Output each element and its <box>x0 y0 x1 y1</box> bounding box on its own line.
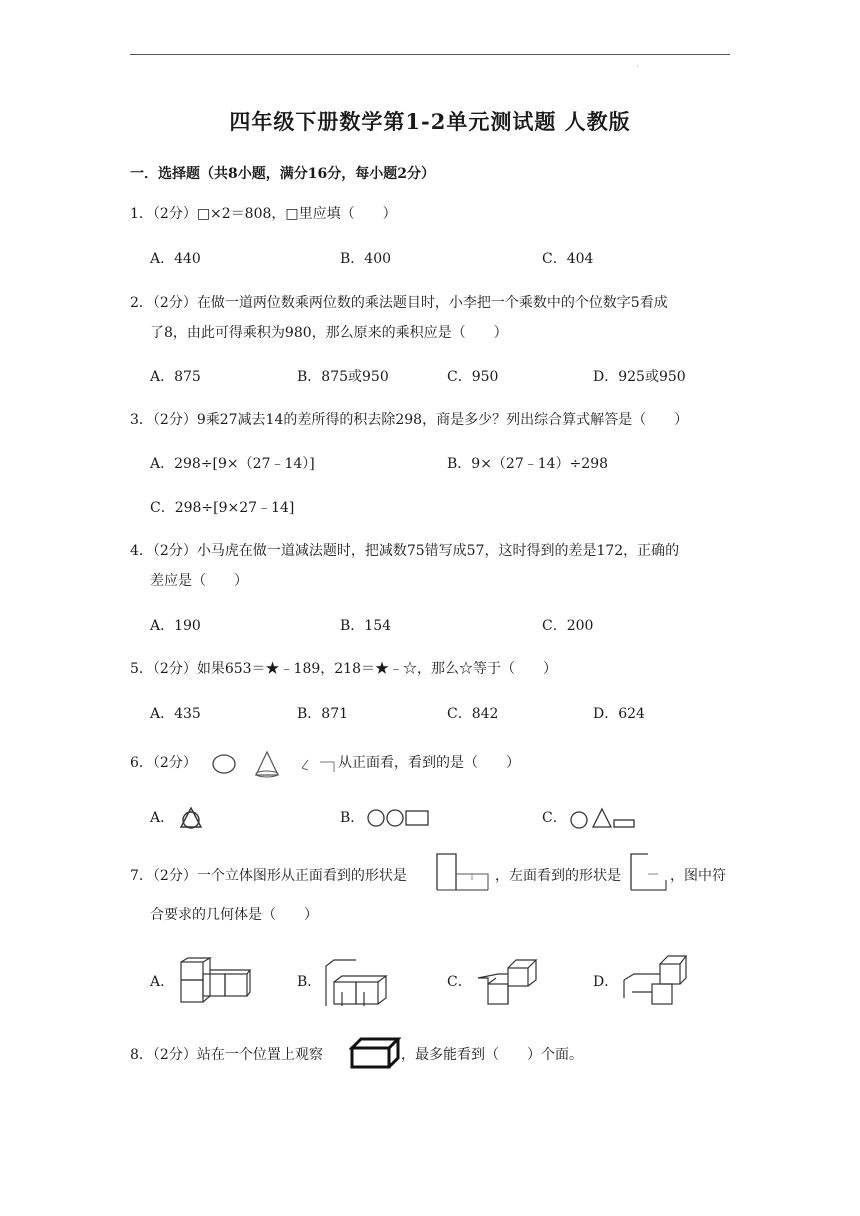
question-7-mid: ，左面看到的形状是 <box>495 868 621 884</box>
question-7-option-d-figure <box>620 952 690 1008</box>
question-4-option-b: B．154 <box>340 618 392 634</box>
question-2-text-line2: 了8，由此可得乘积为980，那么原来的乘积应是（ ） <box>150 325 508 341</box>
question-2-option-a: A．875 <box>150 369 201 385</box>
question-1-option-c: C．404 <box>542 251 594 267</box>
question-7-front-view-figure <box>434 852 492 892</box>
question-2-option-d: D．925或950 <box>593 369 686 385</box>
question-6-option-a-figure <box>178 806 204 830</box>
question-7-suffix: ，图中符 <box>670 868 726 884</box>
question-7-option-b: B． <box>297 974 322 990</box>
question-7-text-line2: 合要求的几何体是（ ） <box>150 907 318 923</box>
question-6-prefix: 6．（2分） <box>130 755 197 771</box>
page-title: 四年级下册数学第1-2单元测试题 人教版 <box>229 109 631 134</box>
question-1-option-b: B．400 <box>340 251 392 267</box>
section-heading: 一．选择题（共8小题，满分16分，每小题2分） <box>130 166 435 182</box>
question-3-option-a: A．298÷[9×（27﹣14）] <box>150 456 315 472</box>
question-2-option-c: C．950 <box>447 369 499 385</box>
question-2-option-b: B．875或950 <box>297 369 389 385</box>
question-7-option-b-figure <box>320 956 394 1010</box>
question-7-option-c-figure <box>474 952 546 1008</box>
question-5-option-a: A．435 <box>150 706 201 722</box>
question-5-option-d: D．624 <box>593 706 645 722</box>
question-6-option-b: B． <box>340 810 365 826</box>
question-1-option-a: A．440 <box>150 251 201 267</box>
question-7-option-a: A． <box>150 974 175 990</box>
question-6-option-c-figure <box>569 806 637 830</box>
question-6-option-b-figure <box>366 808 432 828</box>
question-5-option-c: C．842 <box>447 706 499 722</box>
question-5-option-b: B．871 <box>297 706 349 722</box>
question-5-text: 5．（2分）如果653＝★﹣189，218＝★﹣☆，那么☆等于（ ） <box>130 661 557 677</box>
question-4-option-a: A．190 <box>150 618 201 634</box>
header-mark: · <box>636 62 639 71</box>
question-4-text-line2: 差应是（ ） <box>150 573 248 589</box>
question-7-option-d: D． <box>593 974 619 990</box>
question-3-option-c: C．298÷[9×27﹣14] <box>150 500 295 516</box>
question-6-solids-figure <box>212 748 342 778</box>
question-8-suffix: ，最多能看到（ ）个面。 <box>401 1047 583 1063</box>
question-3-text: 3．（2分）9乘27减去14的差所得的积去除298，商是多少？列出综合算式解答是（ ） <box>130 412 689 428</box>
question-6-option-a: A． <box>150 810 175 826</box>
header-rule <box>130 54 730 55</box>
question-6-option-c: C． <box>542 810 567 826</box>
question-7-option-c: C． <box>447 974 472 990</box>
question-4-text-line1: 4．（2分）小马虎在做一道减法题时，把减数75错写成57，这时得到的差是172，正确的 <box>130 543 680 559</box>
question-1-text: 1．（2分）□×2＝808，□里应填（ ） <box>130 206 397 222</box>
question-2-text-line1: 2．（2分）在做一道两位数乘两位数的乘法题目时，小李把一个乘数中的个位数字5看成 <box>130 295 668 311</box>
question-7-left-view-figure <box>628 852 670 892</box>
question-8-prefix: 8．（2分）站在一个位置上观察 <box>130 1047 323 1063</box>
question-4-option-c: C．200 <box>542 618 594 634</box>
question-6-suffix: 从正面看，看到的是（ ） <box>338 755 520 771</box>
question-3-option-b: B．9×（27﹣14）÷298 <box>447 456 609 472</box>
question-8-cuboid-figure <box>349 1036 401 1070</box>
question-7-prefix: 7．（2分）一个立体图形从正面看到的形状是 <box>130 868 407 884</box>
question-7-option-a-figure <box>178 956 254 1006</box>
